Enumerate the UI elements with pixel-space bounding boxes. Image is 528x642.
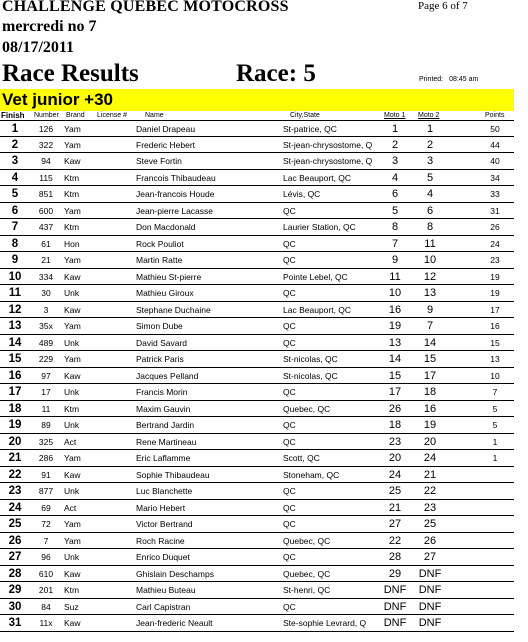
table-row <box>0 335 514 352</box>
finish-position: 2 <box>11 138 19 151</box>
rider-name: Don Macdonald <box>136 222 196 232</box>
finish-position: 5 <box>11 188 19 200</box>
moto2-result: 25 <box>423 518 437 530</box>
printed-stamp <box>419 76 478 83</box>
rider-city: Pointe Lebel, QC <box>283 271 348 282</box>
moto2-result: 24 <box>423 452 437 464</box>
moto2-result: 3 <box>426 155 434 167</box>
table-row <box>0 500 514 517</box>
moto2-result: 23 <box>423 501 437 514</box>
finish-position: 19 <box>8 419 22 431</box>
moto1-result: 25 <box>388 485 402 497</box>
moto1-result: 17 <box>388 386 402 398</box>
rider-name: Bertrand Jardin <box>136 420 195 430</box>
rider-number: 201 <box>38 585 54 595</box>
bike-brand: Yam <box>64 354 81 364</box>
points-total: 19 <box>490 271 500 282</box>
finish-position: 12 <box>8 303 22 316</box>
rider-city: QC <box>283 321 296 331</box>
rider-name: Mathieu St-pierre <box>136 271 202 282</box>
rider-city: QC <box>283 288 296 298</box>
table-row <box>0 269 514 286</box>
moto2-result: 11 <box>424 237 436 250</box>
rider-city: Lac Beauport, QC <box>283 172 352 183</box>
table-row <box>0 285 514 302</box>
finish-position: 1 <box>11 123 19 135</box>
points-total: 1 <box>492 436 498 447</box>
results-table <box>0 120 514 632</box>
bike-brand: Unk <box>64 337 80 348</box>
moto1-result: 4 <box>391 171 399 184</box>
rider-number: 94 <box>41 156 51 166</box>
rider-name: Luc Blanchette <box>136 486 193 496</box>
rider-number: 286 <box>38 453 54 463</box>
bike-brand: Kaw <box>64 370 81 381</box>
points-total: 1 <box>492 453 498 463</box>
rider-number: 322 <box>38 139 54 150</box>
finish-position: 4 <box>11 171 19 184</box>
moto2-result: 20 <box>423 435 437 448</box>
moto1-result: 27 <box>388 518 402 530</box>
rider-number: 437 <box>38 222 54 232</box>
bike-brand: Kaw <box>64 618 81 628</box>
bike-brand: Yam <box>64 139 81 150</box>
finish-position: 15 <box>8 353 22 365</box>
moto1-result: 6 <box>391 188 399 200</box>
moto2-result: 13 <box>423 287 437 299</box>
race-number: Race: 5 <box>236 60 316 87</box>
rider-city: Lac Beauport, QC <box>283 304 352 315</box>
moto2-result: 1 <box>426 123 434 135</box>
moto1-result: 11 <box>389 270 401 283</box>
moto1-result: 9 <box>391 254 399 266</box>
finish-position: 14 <box>8 336 22 349</box>
rider-number: 61 <box>41 238 51 249</box>
rider-number: 334 <box>38 271 54 282</box>
finish-position: 11 <box>8 287 22 299</box>
bike-brand: Ktm <box>64 172 80 183</box>
rider-number: 7 <box>43 535 49 546</box>
finish-position: 28 <box>8 567 22 580</box>
bike-brand: Kaw <box>64 156 81 166</box>
bike-brand: Yam <box>64 255 81 265</box>
rider-name: Jean-frederic Neault <box>136 618 213 628</box>
rider-city: St-henri, QC <box>283 585 331 595</box>
points-total: 19 <box>490 288 500 298</box>
rider-number: 72 <box>41 519 51 529</box>
col-header-moto1: Moto 1 <box>384 112 406 119</box>
page-number: Page 6 of 7 <box>418 0 468 12</box>
moto2-result: 19 <box>423 419 437 431</box>
rider-number: 21 <box>41 255 51 265</box>
page-title: Race Results <box>2 60 139 87</box>
moto2-result: DNF <box>418 567 442 580</box>
finish-position: 23 <box>8 485 22 497</box>
finish-position: 22 <box>8 468 22 481</box>
bike-brand: Yam <box>64 519 81 529</box>
col-header-brand: Brand <box>66 112 85 119</box>
rider-number: 84 <box>41 601 51 612</box>
points-total: 44 <box>490 139 500 150</box>
moto1-result: 28 <box>388 551 402 563</box>
rider-name: Enrico Duquet <box>136 552 190 562</box>
printed-time: 08:45 am <box>449 76 479 83</box>
table-row <box>0 599 514 616</box>
moto2-result: DNF <box>418 584 442 596</box>
moto2-result: 8 <box>426 221 434 233</box>
points-total: 31 <box>490 205 500 216</box>
table-row <box>0 120 514 137</box>
points-total: 15 <box>490 337 500 348</box>
table-row <box>0 401 514 418</box>
moto1-result: 2 <box>391 138 399 151</box>
finish-position: 27 <box>8 551 22 563</box>
table-row <box>0 137 514 154</box>
rider-name: Martin Ratte <box>136 255 183 265</box>
table-row <box>0 417 514 434</box>
rider-name: Mario Hebert <box>136 502 186 513</box>
bike-brand: Kaw <box>64 469 81 480</box>
rider-number: 11x <box>39 618 53 628</box>
table-row <box>0 302 514 319</box>
points-total: 5 <box>492 403 498 414</box>
rider-name: Stephane Duchaine <box>136 304 211 315</box>
rider-name: Victor Bertrand <box>136 519 193 529</box>
finish-position: 17 <box>8 386 22 398</box>
finish-position: 29 <box>8 584 22 596</box>
table-row <box>0 566 514 583</box>
bike-brand: Yam <box>64 124 81 134</box>
moto2-result: 26 <box>423 534 437 547</box>
table-row <box>0 384 514 401</box>
rider-name: Mathieu Giroux <box>136 288 194 298</box>
moto1-result: 23 <box>388 435 402 448</box>
bike-brand: Act <box>64 502 77 513</box>
rider-city: QC <box>283 436 296 447</box>
rider-name: Eric Laflamme <box>136 453 191 463</box>
rider-city: Quebec, QC <box>283 535 331 546</box>
finish-position: 26 <box>8 534 22 547</box>
rider-city: Scott, QC <box>283 453 320 463</box>
moto2-result: 12 <box>423 270 437 283</box>
rider-city: Ste-sophie Levrard, Q <box>283 618 367 628</box>
table-row <box>0 549 514 566</box>
col-header-finish: Finish <box>1 111 25 120</box>
rider-city: St-nicolas, QC <box>283 354 338 364</box>
moto2-result: 27 <box>423 551 437 563</box>
moto1-result: 7 <box>391 237 399 250</box>
rider-name: Jean-francois Houde <box>136 189 215 199</box>
table-row <box>0 368 514 385</box>
rider-city: QC <box>283 552 296 562</box>
rider-city: Laurier Station, QC <box>283 222 356 232</box>
finish-position: 3 <box>11 155 19 167</box>
table-row <box>0 236 514 253</box>
rider-name: Patrick Paris <box>136 354 184 364</box>
rider-city: Lévis, QC <box>283 189 321 199</box>
moto1-result: 24 <box>388 468 402 481</box>
moto1-result: 14 <box>388 353 402 365</box>
col-header-license: License # <box>97 112 127 119</box>
moto2-result: 6 <box>426 204 434 217</box>
moto2-result: 9 <box>426 303 434 316</box>
points-total: 16 <box>490 321 500 331</box>
rider-number: 600 <box>38 205 54 216</box>
rider-name: Ghislain Deschamps <box>136 568 214 579</box>
finish-position: 8 <box>11 237 19 250</box>
moto1-result: DNF <box>383 600 407 613</box>
table-row <box>0 533 514 550</box>
moto1-result: 18 <box>388 419 402 431</box>
moto2-result: DNF <box>418 617 442 629</box>
rider-city: QC <box>283 337 296 348</box>
rider-name: Francis Morin <box>136 387 188 397</box>
rider-number: 489 <box>38 337 54 348</box>
rider-number: 97 <box>41 370 51 381</box>
bike-brand: Yam <box>64 205 81 216</box>
moto2-result: 22 <box>423 485 437 497</box>
rider-number: 851 <box>38 189 54 199</box>
points-total: 40 <box>490 156 500 166</box>
moto1-result: 29 <box>388 567 402 580</box>
rider-name: Roch Racine <box>136 535 185 546</box>
rider-name: Carl Capistran <box>136 601 191 612</box>
moto1-result: 15 <box>388 369 402 382</box>
points-total: 26 <box>490 222 500 232</box>
bike-brand: Unk <box>64 486 80 496</box>
class-banner: Vet junior +30 <box>0 89 514 111</box>
moto1-result: DNF <box>383 584 407 596</box>
rider-name: Frederic Hebert <box>136 139 196 150</box>
table-row <box>0 483 514 500</box>
rider-name: Jean-pierre Lacasse <box>136 205 214 216</box>
rider-number: 91 <box>41 469 51 480</box>
table-row <box>0 467 514 484</box>
bike-brand: Unk <box>64 420 80 430</box>
rider-city: Quebec, QC <box>283 568 331 579</box>
rider-city: Quebec, QC <box>283 403 331 414</box>
table-row <box>0 450 514 467</box>
moto2-result: 21 <box>423 468 437 481</box>
bike-brand: Kaw <box>64 304 81 315</box>
rider-number: 69 <box>41 502 51 513</box>
points-total: 34 <box>490 172 500 183</box>
rider-city: QC <box>283 502 296 513</box>
table-row <box>0 582 514 599</box>
table-row <box>0 219 514 236</box>
points-total: 13 <box>490 354 500 364</box>
moto2-result: DNF <box>418 600 442 613</box>
rider-city: QC <box>283 601 296 612</box>
finish-position: 10 <box>8 270 22 283</box>
rider-name: Jacques Pelland <box>136 370 199 381</box>
moto2-result: 17 <box>423 369 437 382</box>
points-total: 33 <box>490 189 500 199</box>
moto1-result: 5 <box>391 204 399 217</box>
bike-brand: Unk <box>64 387 80 397</box>
moto1-result: 13 <box>388 336 402 349</box>
moto2-result: 2 <box>426 138 434 151</box>
rider-city: QC <box>283 205 296 216</box>
col-header-moto2: Moto 2 <box>418 112 440 119</box>
rider-name: Steve Fortin <box>136 156 182 166</box>
col-header-name: Name <box>145 112 164 119</box>
rider-city: St-patrice, QC <box>283 124 337 134</box>
bike-brand: Ktm <box>64 585 80 595</box>
rider-number: 126 <box>38 124 54 134</box>
bike-brand: Hon <box>64 238 80 249</box>
rider-number: 229 <box>38 354 54 364</box>
rider-number: 115 <box>39 172 53 183</box>
finish-position: 7 <box>11 221 19 233</box>
finish-position: 9 <box>11 254 19 266</box>
points-total: 17 <box>490 304 500 315</box>
rider-number: 35x <box>39 321 53 331</box>
table-row <box>0 516 514 533</box>
moto2-result: 18 <box>423 386 437 398</box>
bike-brand: Yam <box>64 321 81 331</box>
moto2-result: 10 <box>423 254 437 266</box>
printed-label: Printed: <box>419 76 444 83</box>
bike-brand: Ktm <box>64 403 80 414</box>
table-row <box>0 186 514 203</box>
points-total: 5 <box>492 420 498 430</box>
rider-number: 610 <box>38 568 54 579</box>
rider-number: 3 <box>43 304 49 315</box>
rider-number: 11 <box>41 403 51 414</box>
bike-brand: Unk <box>64 552 80 562</box>
finish-position: 20 <box>8 435 22 448</box>
rider-name: Rock Pouliot <box>136 238 184 249</box>
event-title: CHALLENGE QUEBEC MOTOCROSS <box>2 0 289 15</box>
finish-position: 21 <box>8 452 22 464</box>
rider-name: Mathieu Buteau <box>136 585 196 595</box>
bike-brand: Unk <box>64 288 80 298</box>
rider-city: QC <box>283 486 296 496</box>
finish-position: 18 <box>8 402 22 415</box>
finish-position: 16 <box>8 369 22 382</box>
rider-city: QC <box>283 519 296 529</box>
table-row <box>0 170 514 187</box>
rider-number: 17 <box>41 387 51 397</box>
rider-number: 96 <box>41 552 51 562</box>
rider-city: St-jean-chrysostome, Q <box>283 139 373 150</box>
event-date: 08/17/2011 <box>2 39 75 56</box>
bike-brand: Kaw <box>64 271 81 282</box>
table-row <box>0 318 514 335</box>
moto1-result: 1 <box>391 123 399 135</box>
rider-name: Francois Thibaudeau <box>136 172 216 183</box>
rider-city: QC <box>283 387 296 397</box>
rider-number: 325 <box>38 436 54 447</box>
table-row <box>0 153 514 170</box>
bike-brand: Yam <box>64 453 81 463</box>
finish-position: 30 <box>8 600 22 613</box>
moto1-result: 20 <box>388 452 402 464</box>
rider-city: St-nicolas, QC <box>283 370 338 381</box>
moto2-result: 16 <box>423 402 437 415</box>
table-row <box>0 203 514 220</box>
moto2-result: 5 <box>426 171 434 184</box>
finish-position: 31 <box>8 617 22 629</box>
rider-city: QC <box>283 420 296 430</box>
table-row <box>0 351 514 368</box>
bike-brand: Suz <box>64 601 79 612</box>
rider-city: Stoneham, QC <box>283 469 340 480</box>
table-row <box>0 252 514 269</box>
finish-position: 25 <box>8 518 22 530</box>
moto2-result: 14 <box>423 336 437 349</box>
col-header-city: City,State <box>290 112 320 119</box>
rider-city: St-jean-chrysostome, Q <box>283 156 373 166</box>
finish-position: 24 <box>8 501 22 514</box>
finish-position: 6 <box>11 204 19 217</box>
rider-name: Daniel Drapeau <box>136 124 196 134</box>
rider-name: Maxim Gauvin <box>136 403 191 414</box>
event-venue: mercredi no 7 <box>2 18 97 35</box>
rider-number: 89 <box>41 420 51 430</box>
rider-name: Sophie Thibaudeau <box>136 469 210 480</box>
moto1-result: 19 <box>388 320 402 332</box>
moto2-result: 4 <box>426 188 434 200</box>
points-total: 23 <box>490 255 500 265</box>
moto1-result: 16 <box>388 303 402 316</box>
moto1-result: 10 <box>388 287 402 299</box>
rider-name: Simon Dube <box>136 321 183 331</box>
rider-name: Rene Martineau <box>136 436 197 447</box>
points-total: 50 <box>490 124 500 134</box>
table-row <box>0 434 514 451</box>
points-total: 24 <box>490 238 500 249</box>
bike-brand: Ktm <box>64 222 80 232</box>
rider-number: 877 <box>38 486 54 496</box>
moto1-result: DNF <box>383 617 407 629</box>
bike-brand: Kaw <box>64 568 81 579</box>
moto2-result: 7 <box>426 320 434 332</box>
finish-position: 13 <box>8 320 22 332</box>
moto2-result: 15 <box>423 353 437 365</box>
col-header-number: Number <box>34 112 59 119</box>
points-total: 7 <box>492 387 498 397</box>
moto1-result: 26 <box>388 402 402 415</box>
table-row <box>0 615 514 632</box>
bike-brand: Act <box>64 436 77 447</box>
rider-city: QC <box>283 255 296 265</box>
moto1-result: 8 <box>391 221 399 233</box>
bike-brand: Yam <box>64 535 81 546</box>
rider-number: 30 <box>41 288 51 298</box>
rider-name: David Savard <box>136 337 188 348</box>
moto1-result: 21 <box>388 501 402 514</box>
points-total: 10 <box>490 370 500 381</box>
bike-brand: Ktm <box>64 189 80 199</box>
moto1-result: 22 <box>388 534 402 547</box>
col-header-points: Points <box>485 112 505 119</box>
rider-city: QC <box>283 238 296 249</box>
moto1-result: 3 <box>391 155 399 167</box>
